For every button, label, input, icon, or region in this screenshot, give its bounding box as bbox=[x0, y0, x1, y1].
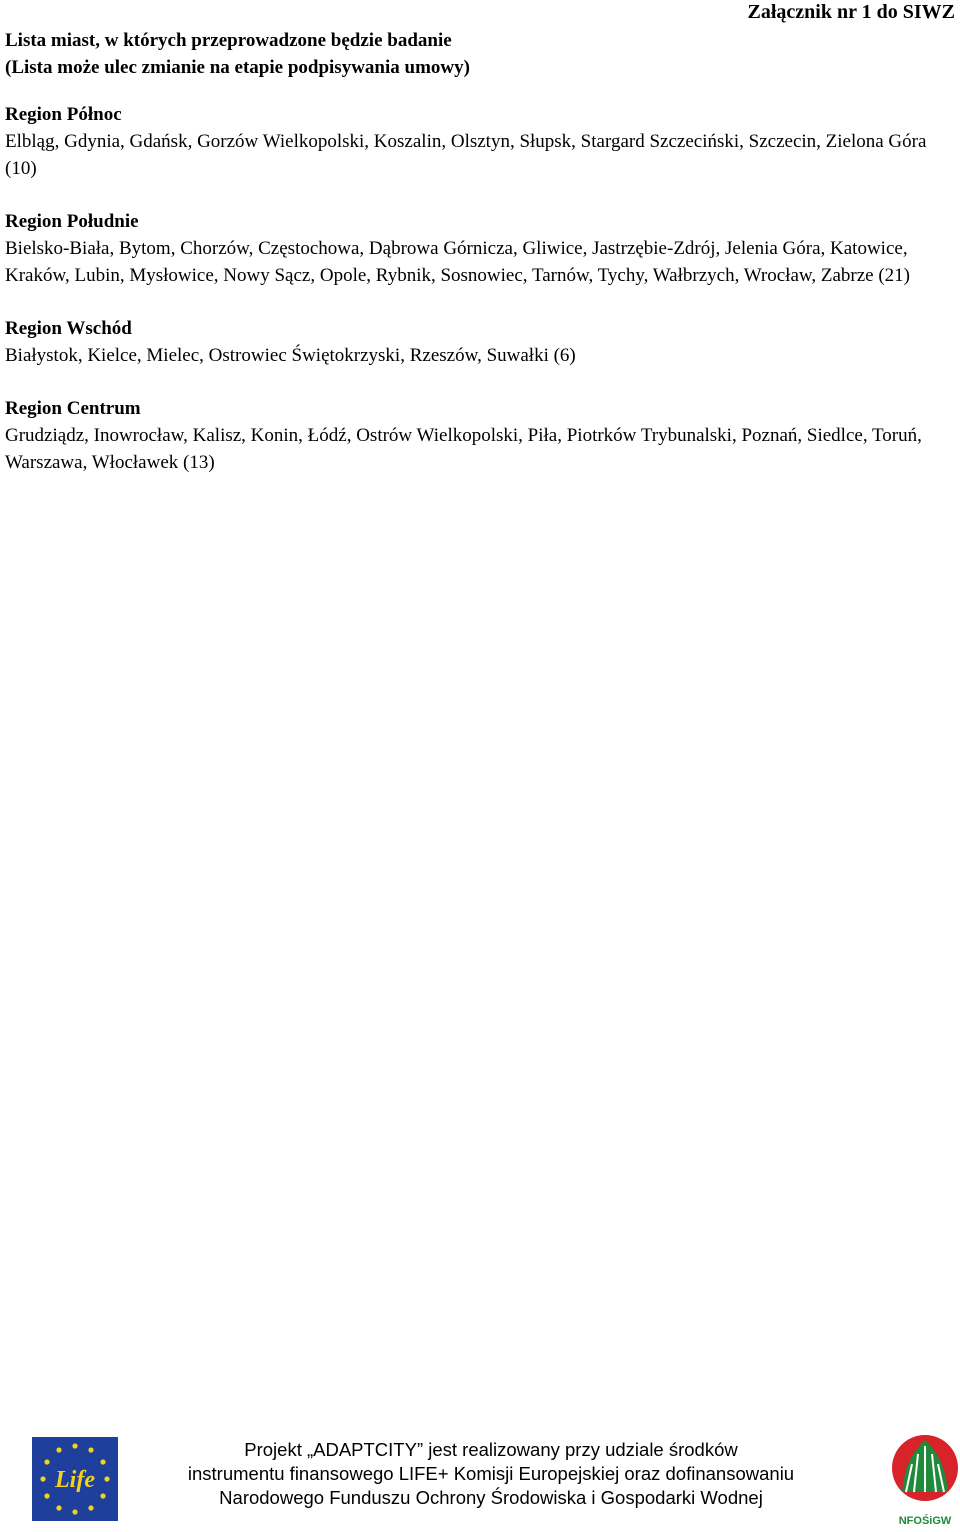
footer-text bbox=[150, 1438, 832, 1510]
region-east bbox=[5, 315, 955, 369]
annex-label: Załącznik nr 1 do SIWZ bbox=[747, 1, 955, 23]
region-name: Region Południe bbox=[5, 211, 139, 232]
region-cities: Bielsko-Biała, Bytom, Chorzów, Częstochowa, Dąbrowa Górnicza, Gliwice, Jastrzębie-Zdrój, Jelenia Góra, Katowice, Kraków, Lubin, Mysłowice, Nowy Sącz, Opole, Rybnik, Sosnowiec, Tarnów, Tychy, Wałbrzych, Wrocław, Zabrze (21) bbox=[5, 238, 911, 286]
document-header bbox=[0, 0, 960, 80]
region-name: Region Centrum bbox=[5, 398, 141, 419]
region-name: Region Północ bbox=[5, 104, 122, 125]
region-center bbox=[5, 395, 955, 476]
region-south bbox=[5, 208, 955, 289]
regions-list bbox=[5, 101, 955, 502]
title-line-2: (Lista może ulec zmianie na etapie podpisywania umowy) bbox=[5, 57, 470, 78]
region-north bbox=[5, 101, 955, 182]
region-cities: Grudziądz, Inowrocław, Kalisz, Konin, Łódź, Ostrów Wielkopolski, Piła, Piotrków Trybunalski, Poznań, Siedlce, Toruń, Warszawa, Włocławek (13) bbox=[5, 425, 922, 473]
page-footer bbox=[0, 1430, 960, 1532]
document-title bbox=[5, 27, 470, 81]
footer-line-3: Narodowego Funduszu Ochrony Środowiska i Gospodarki Wodnej bbox=[219, 1487, 763, 1508]
region-cities: Elbląg, Gdynia, Gdańsk, Gorzów Wielkopolski, Koszalin, Olsztyn, Słupsk, Stargard Szczeciński, Szczecin, Zielona Góra (10) bbox=[5, 131, 927, 179]
footer-line-1: Projekt „ADAPTCITY” jest realizowany przy udziale środków bbox=[244, 1439, 738, 1460]
region-name: Region Wschód bbox=[5, 318, 132, 339]
nfosigw-logo bbox=[890, 1430, 960, 1530]
footer-line-2: instrumentu finansowego LIFE+ Komisji Europejskiej oraz dofinansowaniu bbox=[187, 1463, 795, 1484]
life-logo-text: Life bbox=[55, 1467, 95, 1493]
region-cities: Białystok, Kielce, Mielec, Ostrowiec Świętokrzyski, Rzeszów, Suwałki (6) bbox=[5, 345, 576, 366]
eu-life-logo bbox=[32, 1437, 118, 1521]
title-line-1: Lista miast, w których przeprowadzone będzie badanie bbox=[5, 30, 452, 51]
nfos-logo-text: NFOŚiGW bbox=[898, 1515, 952, 1527]
